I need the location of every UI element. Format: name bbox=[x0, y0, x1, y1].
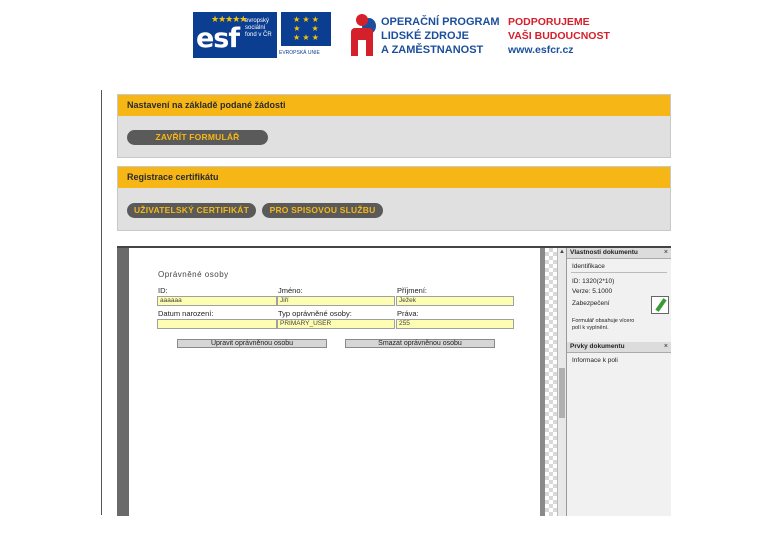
birth-date-label: Datum narození: bbox=[158, 309, 214, 318]
scrollbar-thumb[interactable] bbox=[559, 368, 565, 418]
id-input[interactable]: aaaaaa bbox=[157, 296, 277, 306]
user-certificate-button[interactable]: UŽIVATELSKÝ CERTIFIKÁT bbox=[127, 203, 256, 218]
identification-title: Identifikace bbox=[572, 263, 605, 270]
viewer-background bbox=[545, 248, 557, 516]
properties-separator bbox=[571, 272, 667, 273]
human-figure-icon bbox=[347, 14, 377, 58]
document-elements-header: Prvky dokumentu × bbox=[567, 342, 671, 353]
viewer-scrollbar[interactable] bbox=[557, 248, 566, 516]
rights-label: Práva: bbox=[397, 309, 419, 318]
person-type-label: Typ oprávněné osoby: bbox=[278, 309, 352, 318]
delete-person-button[interactable]: Smazat oprávněnou osobu bbox=[345, 339, 495, 348]
embedded-form-viewer bbox=[117, 246, 671, 516]
first-name-label: Jméno: bbox=[278, 286, 303, 295]
left-divider-line bbox=[101, 90, 102, 515]
document-id: ID: 1320(2*10) bbox=[572, 278, 615, 285]
eu-stars-circle-icon: ★ ★ ★ ★ ★ ★ ★ ★ bbox=[293, 15, 319, 42]
eu-flag bbox=[281, 12, 331, 46]
close-form-button[interactable]: ZAVŘÍT FORMULÁŘ bbox=[127, 130, 268, 145]
eu-stars-icon: ★★★★★ bbox=[211, 14, 247, 24]
last-name-label: Příjmení: bbox=[397, 286, 428, 295]
security-title: Zabezpečení bbox=[572, 300, 610, 307]
form-canvas bbox=[129, 248, 540, 516]
rights-input[interactable]: 255 bbox=[396, 319, 514, 329]
logo-banner bbox=[193, 12, 613, 60]
security-note-line2: polí k vyplnění. bbox=[572, 325, 609, 331]
document-version: Verze: 5.1000 bbox=[572, 288, 613, 295]
birth-date-input[interactable] bbox=[157, 319, 277, 329]
op-lz-logo bbox=[347, 12, 500, 60]
security-note-line1: Formulář obsahuje vícero bbox=[572, 318, 635, 324]
eu-caption: EVROPSKÁ UNIE bbox=[279, 50, 320, 56]
pen-edit-icon[interactable] bbox=[651, 296, 669, 314]
person-type-input[interactable]: PRIMARY_USER bbox=[277, 319, 395, 329]
close-properties-icon[interactable]: × bbox=[663, 249, 668, 256]
esf-wordmark: esf bbox=[196, 23, 240, 54]
slogan: PODPORUJEME VAŠI BUDOUCNOST www.esfcr.cz bbox=[508, 16, 610, 56]
filing-service-button[interactable]: PRO SPISOVOU SLUŽBU bbox=[262, 203, 383, 218]
scroll-up-icon[interactable]: ▲ bbox=[559, 249, 565, 255]
esf-subtitle: evropský sociální fond v ČR bbox=[245, 18, 272, 38]
close-elements-icon[interactable]: × bbox=[663, 343, 668, 350]
edit-person-button[interactable]: Upravit oprávněnou osobu bbox=[177, 339, 327, 348]
settings-panel-header: Nastavení na základě podané žádosti bbox=[118, 95, 670, 116]
field-info: Informace k poli bbox=[572, 357, 618, 364]
authorized-persons-title: Oprávněné osoby bbox=[158, 270, 229, 279]
last-name-input[interactable]: Ježek bbox=[396, 296, 514, 306]
first-name-input[interactable]: Jiří bbox=[277, 296, 395, 306]
website-url: www.esfcr.cz bbox=[508, 44, 574, 56]
certificate-panel-header: Registrace certifikátu bbox=[118, 167, 670, 188]
id-label: ID: bbox=[158, 286, 168, 295]
settings-panel bbox=[117, 94, 671, 158]
viewer-left-bar bbox=[117, 248, 129, 516]
op-lz-text: OPERAČNÍ PROGRAM LIDSKÉ ZDROJE A ZAMĚSTNANOST bbox=[381, 16, 500, 56]
properties-header: Vlastnosti dokumentu × bbox=[567, 248, 671, 259]
esf-logo bbox=[193, 12, 277, 58]
document-properties-panel bbox=[566, 248, 671, 516]
certificate-panel bbox=[117, 166, 671, 231]
